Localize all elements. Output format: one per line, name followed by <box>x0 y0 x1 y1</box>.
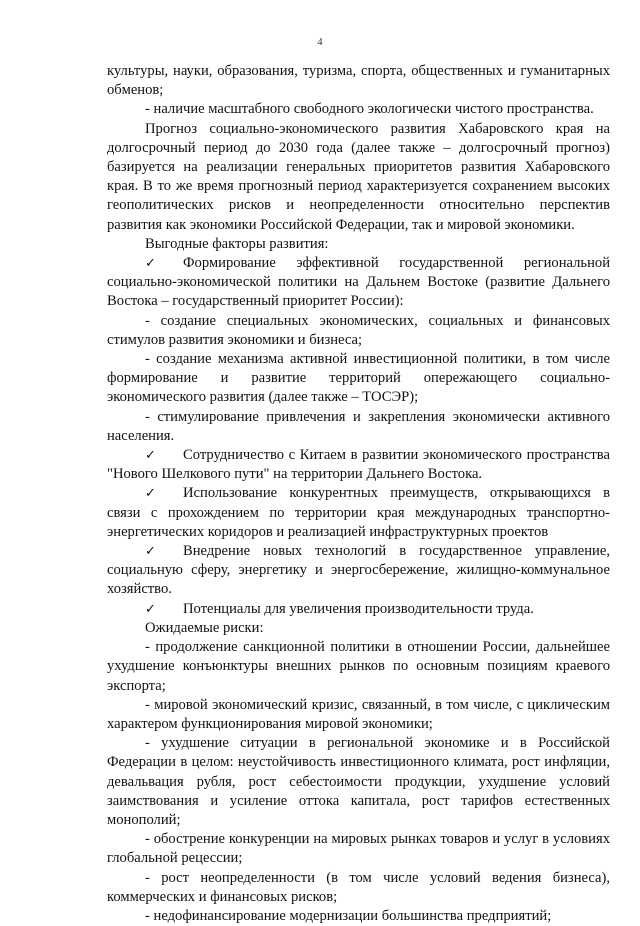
paragraph-19: - недофинансирование модернизации большинства предприятий; <box>145 907 552 924</box>
check-item-text: Формирование эффективной государственной региональной социально-экономической политики на Дальнем Востоке (развитие Дальнего Востока – государственный приоритет России): <box>107 255 610 310</box>
paragraph-14: - продолжение санкционной политики в отношении России, дальнейшее ухудшение конъюнктуры внешних рынков по основным позициям краевого экспорта; <box>107 639 610 694</box>
check-item-text: Использование конкурентных преимуществ, открывающихся в связи с прохождением по территории края международных транспортно-энергетических коридоров и реализацией инфраструктурных проектов <box>107 485 610 540</box>
paragraph-13: Ожидаемые риски: <box>145 619 264 636</box>
check-item-text: Внедрение новых технологий в государственное управление, социальную сферу, энергетику и энергосбережение, жилищно-коммунальное хозяйство. <box>107 543 610 598</box>
paragraph-2: - наличие масштабного свободного экологически чистого пространства. <box>145 101 594 118</box>
paragraph-18: - рост неопределенности (в том числе условий ведения бизнеса), коммерческих и финансовых рисков; <box>107 869 610 905</box>
paragraph-6: - создание специальных экономических, социальных и финансовых стимулов развития экономики и бизнеса; <box>107 312 610 348</box>
check-item-4 <box>107 542 610 600</box>
paragraph-16: - ухудшение ситуации в региональной экономике и в Российской Федерации в целом: неустойчивость инвестиционного климата, рост инфляции, девальвация рубля, рост себестоимости продукции, ухудшение условий заимствования и усиление оттока капитала, рост тарифов естественных монополий; <box>107 735 610 828</box>
check-item-3 <box>107 484 610 542</box>
check-mark-icon: ✓ <box>145 256 156 272</box>
check-mark-icon: ✓ <box>145 486 156 502</box>
check-item-text: Потенциалы для увеличения производительности труда. <box>183 600 534 617</box>
paragraph-7: - создание механизма активной инвестиционной политики, в том числе формирование и развитие территорий опережающего социально-экономического развития (далее также – ТОСЭР); <box>107 351 610 406</box>
check-item-5 <box>107 600 610 619</box>
paragraph-15: - мировой экономический кризис, связанный, в том числе, с циклическим характером функционирования мировой экономики; <box>107 696 610 732</box>
paragraph-3: Прогноз социально-экономического развития Хабаровского края на долгосрочный период до 2030 года (далее также – долгосрочный прогноз) базируется на реализации генеральных приоритетов развития Хабаровского края. В то же время прогнозный период характеризуется сохранением высоких геополитических рисков и неопределенности относительно перспектив развития как экономики Российской Федерации, так и мировой экономики. <box>107 120 610 233</box>
paragraph-4: Выгодные факторы развития: <box>145 235 329 252</box>
check-mark-icon: ✓ <box>145 601 156 617</box>
document-body <box>107 62 610 926</box>
check-mark-icon: ✓ <box>145 448 156 464</box>
page-number: 4 <box>317 37 323 48</box>
check-mark-icon: ✓ <box>145 544 156 560</box>
check-item-text: Сотрудничество с Китаем в развитии экономического пространства "Нового Шелкового пути" на территории Дальнего Востока. <box>107 447 610 483</box>
check-item-1 <box>107 254 610 312</box>
check-item-2 <box>107 446 610 484</box>
paragraph-17: - обострение конкуренции на мировых рынках товаров и услуг в условиях глобальной рецессии; <box>107 831 610 867</box>
paragraph-1: культуры, науки, образования, туризма, спорта, общественных и гуманитарных обменов; <box>107 63 610 99</box>
paragraph-8: - стимулирование привлечения и закрепления экономически активного населения. <box>107 408 610 444</box>
